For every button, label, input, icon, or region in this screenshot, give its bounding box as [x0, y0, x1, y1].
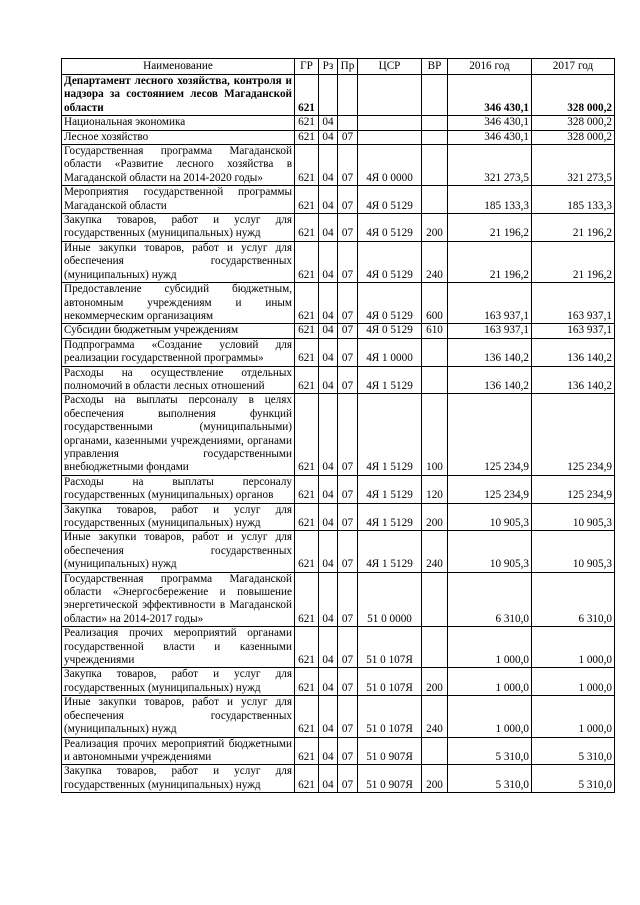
cell-vr: [422, 116, 448, 130]
cell-2016: 1 000,0: [448, 627, 532, 668]
cell-rz: 04: [319, 116, 338, 130]
cell-vr: 120: [422, 475, 448, 503]
cell-csr: 4Я 1 5129: [358, 366, 422, 394]
cell-pr: 07: [338, 214, 358, 242]
table-header-row: [62, 59, 615, 75]
cell-2016: 21 196,2: [448, 214, 532, 242]
cell-csr: 51 0 107Я: [358, 627, 422, 668]
cell-csr: 51 0 0000: [358, 572, 422, 627]
cell-vr: [422, 130, 448, 144]
cell-2016: 125 234,9: [448, 475, 532, 503]
cell-pr: 07: [338, 394, 358, 475]
cell-csr: 4Я 1 5129: [358, 503, 422, 531]
table-row: [62, 531, 615, 572]
cell-2017: 328 000,2: [532, 116, 615, 130]
cell-2017: 136 140,2: [532, 366, 615, 394]
cell-rz: 04: [319, 214, 338, 242]
table-row: [62, 366, 615, 394]
cell-rz: 04: [319, 668, 338, 696]
table-row: [62, 283, 615, 324]
cell-vr: 240: [422, 241, 448, 282]
cell-gr: 621: [295, 130, 319, 144]
cell-rz: 04: [319, 737, 338, 765]
cell-2016: 346 430,1: [448, 130, 532, 144]
cell-gr: 621: [295, 241, 319, 282]
cell-2016: 1 000,0: [448, 668, 532, 696]
cell-name: Реализация прочих мероприятий бюджетными и автономными учреждениями: [62, 737, 295, 765]
table-row: [62, 241, 615, 282]
cell-gr: 621: [295, 765, 319, 793]
cell-name: Иные закупки товаров, работ и услуг для обеспечения государственных (муниципальных) нужд: [62, 241, 295, 282]
cell-csr: 51 0 907Я: [358, 737, 422, 765]
cell-2017: 185 133,3: [532, 186, 615, 214]
cell-2016: 185 133,3: [448, 186, 532, 214]
cell-2016: 1 000,0: [448, 696, 532, 737]
cell-name: Департамент лесного хозяйства, контроля и надзора за состоянием лесов Магаданской области: [62, 75, 295, 116]
cell-2017: 163 937,1: [532, 324, 615, 338]
cell-gr: 621: [295, 503, 319, 531]
table-row: [62, 765, 615, 793]
cell-gr: 621: [295, 668, 319, 696]
cell-gr: 621: [295, 366, 319, 394]
cell-pr: 07: [338, 145, 358, 186]
cell-2016: 125 234,9: [448, 394, 532, 475]
cell-rz: 04: [319, 241, 338, 282]
col-header-2017: 2017 год: [532, 59, 615, 75]
table-row: [62, 696, 615, 737]
cell-rz: 04: [319, 503, 338, 531]
cell-name: Расходы на осуществление отдельных полномочий в области лесных отношений: [62, 366, 295, 394]
table-row: [62, 186, 615, 214]
cell-gr: 621: [295, 283, 319, 324]
cell-2017: 1 000,0: [532, 696, 615, 737]
cell-gr: 621: [295, 214, 319, 242]
cell-name: Закупка товаров, работ и услуг для государственных (муниципальных) нужд: [62, 668, 295, 696]
cell-2016: 5 310,0: [448, 765, 532, 793]
cell-rz: 04: [319, 283, 338, 324]
cell-csr: 4Я 0 0000: [358, 145, 422, 186]
cell-vr: [422, 572, 448, 627]
cell-pr: 07: [338, 531, 358, 572]
cell-2017: 328 000,2: [532, 130, 615, 144]
cell-vr: 600: [422, 283, 448, 324]
table-row: [62, 503, 615, 531]
table-row: [62, 668, 615, 696]
cell-gr: 621: [295, 186, 319, 214]
cell-vr: 200: [422, 668, 448, 696]
cell-vr: [422, 627, 448, 668]
table-row: [62, 627, 615, 668]
cell-pr: 07: [338, 627, 358, 668]
table-row: [62, 394, 615, 475]
cell-name: Иные закупки товаров, работ и услуг для обеспечения государственных (муниципальных) нужд: [62, 696, 295, 737]
cell-vr: [422, 186, 448, 214]
cell-pr: [338, 75, 358, 116]
cell-csr: 51 0 107Я: [358, 696, 422, 737]
table-row: [62, 338, 615, 366]
table-body: [62, 75, 615, 793]
cell-vr: [422, 737, 448, 765]
cell-pr: 07: [338, 186, 358, 214]
cell-name: Закупка товаров, работ и услуг для государственных (муниципальных) нужд: [62, 503, 295, 531]
cell-2016: 346 430,1: [448, 75, 532, 116]
cell-2017: 163 937,1: [532, 283, 615, 324]
col-header-pr: Пр: [338, 59, 358, 75]
cell-2016: 136 140,2: [448, 338, 532, 366]
cell-rz: 04: [319, 394, 338, 475]
cell-rz: 04: [319, 696, 338, 737]
cell-vr: 100: [422, 394, 448, 475]
cell-name: Расходы на выплаты персоналу государственных (муниципальных) органов: [62, 475, 295, 503]
table-row: [62, 572, 615, 627]
cell-2016: 6 310,0: [448, 572, 532, 627]
cell-2017: 10 905,3: [532, 503, 615, 531]
cell-rz: 04: [319, 186, 338, 214]
cell-2017: 5 310,0: [532, 737, 615, 765]
cell-pr: 07: [338, 366, 358, 394]
cell-vr: 240: [422, 531, 448, 572]
cell-vr: 240: [422, 696, 448, 737]
cell-rz: 04: [319, 627, 338, 668]
cell-name: Лесное хозяйство: [62, 130, 295, 144]
table-row: [62, 75, 615, 116]
cell-pr: 07: [338, 572, 358, 627]
cell-vr: 200: [422, 765, 448, 793]
cell-2016: 21 196,2: [448, 241, 532, 282]
cell-gr: 621: [295, 394, 319, 475]
cell-pr: 07: [338, 283, 358, 324]
col-header-rz: Рз: [319, 59, 338, 75]
cell-csr: 4Я 0 5129: [358, 241, 422, 282]
cell-gr: 621: [295, 145, 319, 186]
cell-2017: 136 140,2: [532, 338, 615, 366]
cell-csr: [358, 130, 422, 144]
table-row: [62, 737, 615, 765]
cell-vr: [422, 145, 448, 186]
table-row: [62, 145, 615, 186]
cell-name: Субсидии бюджетным учреждениям: [62, 324, 295, 338]
cell-rz: 04: [319, 765, 338, 793]
cell-2016: 136 140,2: [448, 366, 532, 394]
cell-pr: 07: [338, 503, 358, 531]
cell-2017: 1 000,0: [532, 627, 615, 668]
cell-pr: 07: [338, 696, 358, 737]
cell-pr: 07: [338, 241, 358, 282]
cell-pr: 07: [338, 765, 358, 793]
cell-2017: 6 310,0: [532, 572, 615, 627]
cell-gr: 621: [295, 696, 319, 737]
col-header-2016: 2016 год: [448, 59, 532, 75]
cell-gr: 621: [295, 116, 319, 130]
budget-table: [61, 58, 615, 793]
cell-pr: 07: [338, 338, 358, 366]
col-header-name: Наименование: [62, 59, 295, 75]
cell-vr: 200: [422, 214, 448, 242]
cell-csr: 4Я 1 5129: [358, 475, 422, 503]
cell-2016: 10 905,3: [448, 531, 532, 572]
cell-rz: [319, 75, 338, 116]
col-header-vr: ВР: [422, 59, 448, 75]
table-row: [62, 324, 615, 338]
cell-gr: 621: [295, 737, 319, 765]
cell-csr: 51 0 107Я: [358, 668, 422, 696]
cell-2017: 21 196,2: [532, 241, 615, 282]
cell-name: Реализация прочих мероприятий органами государственной власти и казенными учреждениями: [62, 627, 295, 668]
cell-2016: 321 273,5: [448, 145, 532, 186]
cell-csr: 4Я 0 5129: [358, 214, 422, 242]
cell-rz: 04: [319, 145, 338, 186]
cell-name: Мероприятия государственной программы Магаданской области: [62, 186, 295, 214]
cell-csr: 4Я 1 0000: [358, 338, 422, 366]
col-header-csr: ЦСР: [358, 59, 422, 75]
cell-pr: 07: [338, 475, 358, 503]
cell-pr: 07: [338, 668, 358, 696]
cell-csr: 4Я 0 5129: [358, 186, 422, 214]
cell-vr: [422, 75, 448, 116]
cell-csr: [358, 75, 422, 116]
cell-2017: 21 196,2: [532, 214, 615, 242]
cell-name: Предоставление субсидий бюджетным, автономным учреждениям и иным некоммерческим организациям: [62, 283, 295, 324]
cell-2017: 321 273,5: [532, 145, 615, 186]
cell-2017: 10 905,3: [532, 531, 615, 572]
cell-vr: [422, 366, 448, 394]
cell-pr: [338, 116, 358, 130]
cell-name: Национальная экономика: [62, 116, 295, 130]
cell-rz: 04: [319, 324, 338, 338]
table-row: [62, 116, 615, 130]
cell-2016: 163 937,1: [448, 324, 532, 338]
cell-vr: 610: [422, 324, 448, 338]
cell-2017: 5 310,0: [532, 765, 615, 793]
cell-2017: 125 234,9: [532, 475, 615, 503]
cell-rz: 04: [319, 475, 338, 503]
cell-rz: 04: [319, 366, 338, 394]
cell-csr: 4Я 1 5129: [358, 531, 422, 572]
cell-pr: 07: [338, 737, 358, 765]
cell-pr: 07: [338, 130, 358, 144]
cell-2017: 328 000,2: [532, 75, 615, 116]
table-row: [62, 214, 615, 242]
cell-csr: 51 0 907Я: [358, 765, 422, 793]
cell-name: Закупка товаров, работ и услуг для государственных (муниципальных) нужд: [62, 214, 295, 242]
cell-csr: 4Я 1 5129: [358, 394, 422, 475]
cell-vr: [422, 338, 448, 366]
table-row: [62, 130, 615, 144]
cell-2017: 125 234,9: [532, 394, 615, 475]
cell-rz: 04: [319, 130, 338, 144]
cell-csr: [358, 116, 422, 130]
cell-rz: 04: [319, 338, 338, 366]
cell-gr: 621: [295, 324, 319, 338]
cell-gr: 621: [295, 475, 319, 503]
cell-gr: 621: [295, 75, 319, 116]
cell-gr: 621: [295, 338, 319, 366]
cell-2016: 346 430,1: [448, 116, 532, 130]
cell-name: Иные закупки товаров, работ и услуг для обеспечения государственных (муниципальных) нужд: [62, 531, 295, 572]
cell-name: Государственная программа Магаданской области «Энергосбережение и повышение энергетической эффективности в Магаданской области» на 2014-2017 годы»: [62, 572, 295, 627]
cell-2016: 5 310,0: [448, 737, 532, 765]
col-header-gr: ГР: [295, 59, 319, 75]
cell-2016: 163 937,1: [448, 283, 532, 324]
cell-gr: 621: [295, 572, 319, 627]
cell-csr: 4Я 0 5129: [358, 283, 422, 324]
table-row: [62, 475, 615, 503]
cell-name: Государственная программа Магаданской области «Развитие лесного хозяйства в Магаданской области на 2014-2020 годы»: [62, 145, 295, 186]
cell-pr: 07: [338, 324, 358, 338]
cell-gr: 621: [295, 531, 319, 572]
cell-2016: 10 905,3: [448, 503, 532, 531]
cell-rz: 04: [319, 572, 338, 627]
cell-vr: 200: [422, 503, 448, 531]
cell-name: Расходы на выплаты персоналу в целях обеспечения выполнения функций государственными (муниципальными) органами, казенными учреждениями, органами управления государственными внебюджетными фондами: [62, 394, 295, 475]
cell-name: Закупка товаров, работ и услуг для государственных (муниципальных) нужд: [62, 765, 295, 793]
cell-2017: 1 000,0: [532, 668, 615, 696]
cell-gr: 621: [295, 627, 319, 668]
cell-name: Подпрограмма «Создание условий для реализации государственной программы»: [62, 338, 295, 366]
cell-csr: 4Я 0 5129: [358, 324, 422, 338]
cell-rz: 04: [319, 531, 338, 572]
